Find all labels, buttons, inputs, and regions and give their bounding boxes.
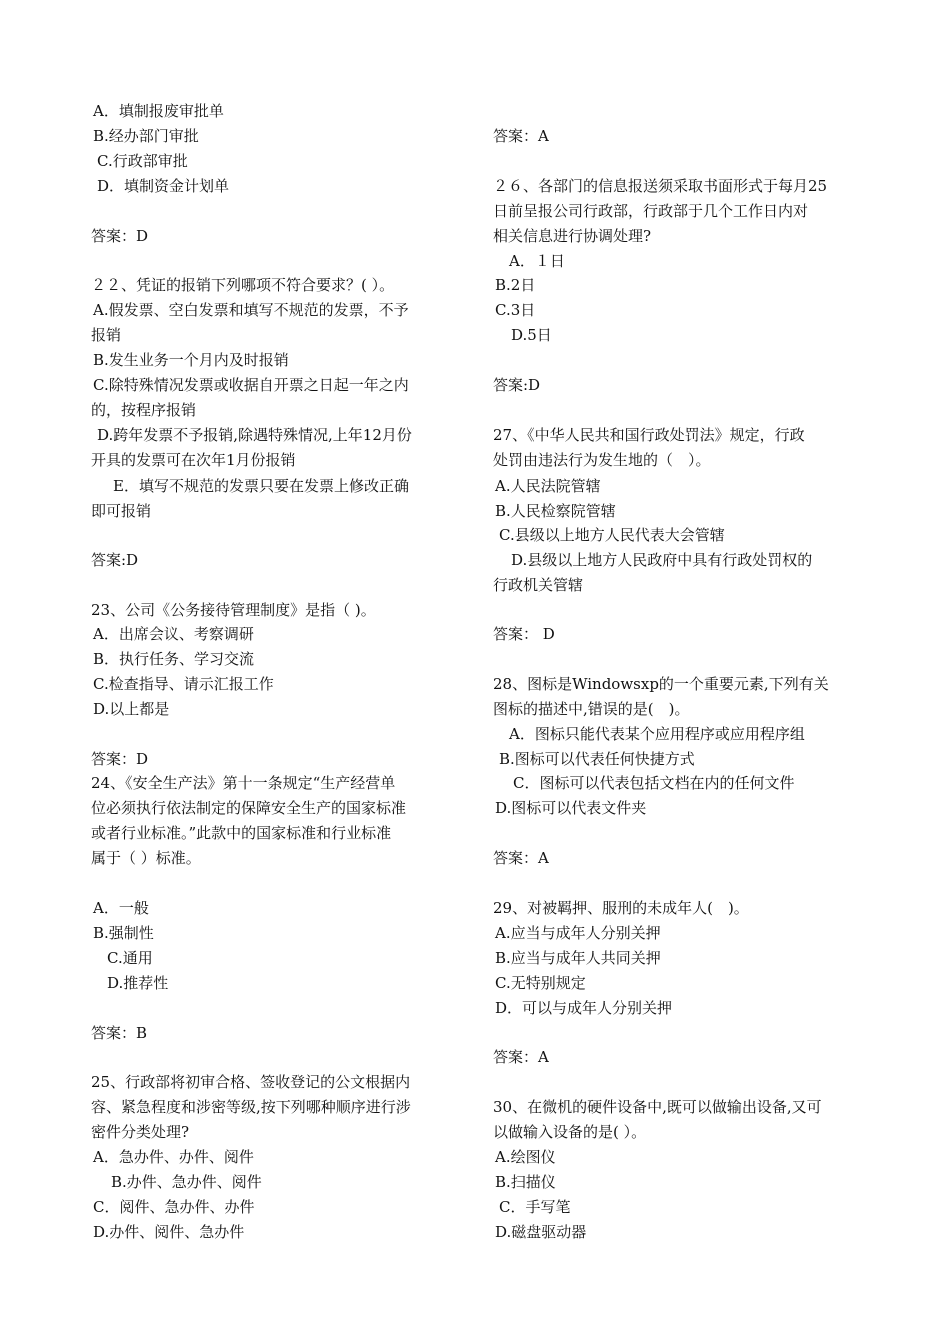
q29-option-c: C.无特别规定 [495, 974, 586, 992]
q28-option-c: C．图标可以代表包括文档在内的任何文件 [513, 774, 795, 792]
q25-option-d: D.办件、阅件、急办件 [93, 1223, 245, 1241]
q23-option-b: B．执行任务、学习交流 [93, 650, 255, 668]
q27-option-d: D.县级以上地方人民政府中具有行政处罚权的 [511, 551, 813, 569]
q27-option-b: B.人民检察院管辖 [495, 502, 616, 520]
q23-answer: 答案：D [91, 750, 149, 768]
q21-option-a: A．填制报废审批单 [93, 102, 224, 120]
q23-option-d: D.以上都是 [93, 700, 170, 718]
q21-option-b: B.经办部门审批 [93, 127, 199, 145]
q27-question: 27、《中华人民共和国行政处罚法》规定，行政 [493, 426, 805, 444]
q22-option-d: D.跨年发票不予报销,除遇特殊情况,上年12月份 [97, 426, 412, 444]
q26-question-cont-2: 相关信息进行协调处理? [493, 227, 652, 245]
q26-question: ２６、各部门的信息报送须采取书面形式于每月25 [493, 177, 828, 195]
q30-option-a: A.绘图仪 [495, 1148, 556, 1166]
q26-option-b: B.2日 [495, 276, 536, 294]
q29-option-b: B.应当与成年人共同关押 [495, 949, 661, 967]
q24-question: 24、《安全生产法》第十一条规定“生产经营单 [91, 774, 396, 792]
q24-option-a: A．一般 [93, 899, 149, 917]
q28-answer: 答案：A [493, 849, 549, 867]
q25-question-cont-1: 容、紧急程度和涉密等级,按下列哪种顺序进行涉 [91, 1098, 411, 1116]
q23-question: 23、公司《公务接待管理制度》是指（ )。 [91, 601, 376, 619]
q21-option-d: D．填制资金计划单 [97, 177, 230, 195]
q28-option-b: B.图标可以代表任何快捷方式 [499, 750, 695, 768]
q26-answer: 答案:D [493, 376, 541, 394]
q30-option-d: D.磁盘驱动器 [495, 1223, 587, 1241]
q24-question-cont-2: 或者行业标准。”此款中的国家标准和行业标准 [91, 824, 392, 842]
q25-option-c: C．阅件、急办件、办件 [93, 1198, 255, 1216]
q26-question-cont-1: 日前呈报公司行政部，行政部于几个工作日内对 [493, 202, 809, 220]
q21-option-c: C.行政部审批 [97, 152, 188, 170]
q22-question: ２２、凭证的报销下列哪项不符合要求？( ）。 [91, 276, 395, 294]
q25-question: 25、行政部将初审合格、签收登记的公文根据内 [91, 1073, 411, 1091]
q24-question-cont-1: 位必须执行依法制定的保障安全生产的国家标准 [91, 799, 407, 817]
q29-option-d: D．可以与成年人分别关押 [495, 999, 673, 1017]
q24-option-c: C.通用 [107, 949, 153, 967]
q22-option-a: A.假发票、空白发票和填写不规范的发票，不予 [93, 301, 409, 319]
q24-question-cont-3: 属于（ ）标准。 [91, 849, 201, 867]
q25-option-b: B.办件、急办件、阅件 [111, 1173, 262, 1191]
q28-option-d: D.图标可以代表文件夹 [495, 799, 647, 817]
q28-option-a: A．图标只能代表某个应用程序或应用程序组 [509, 725, 805, 743]
q27-question-cont: 处罚由违法行为发生地的（ ）。 [493, 451, 711, 469]
q22-option-e: E．填写不规范的发票只要在发票上修改正确 [113, 477, 409, 495]
q21-answer: 答案：D [91, 227, 149, 245]
q26-option-d: D.5日 [511, 326, 552, 344]
q27-answer: 答案： D [493, 625, 555, 643]
q22-option-c-cont: 的，按程序报销 [91, 401, 197, 419]
q30-option-c: C．手写笔 [499, 1198, 571, 1216]
q28-question: 28、图标是Windowsxp的一个重要元素,下列有关 [493, 675, 829, 693]
q29-question: 29、对被羁押、服刑的未成年人( )。 [493, 899, 749, 917]
q30-option-b: B.扫描仪 [495, 1173, 556, 1191]
q22-option-b: B.发生业务一个月内及时报销 [93, 351, 289, 369]
q28-question-cont: 图标的描述中,错误的是( )。 [493, 700, 690, 718]
q27-option-d-cont: 行政机关管辖 [493, 576, 584, 594]
q25-answer: 答案：A [493, 127, 549, 145]
q22-answer: 答案:D [91, 551, 139, 569]
q30-question-cont: 以做输入设备的是( ）。 [493, 1123, 647, 1141]
q22-option-a-cont: 报销 [91, 326, 122, 344]
q24-option-b: B.强制性 [93, 924, 154, 942]
q25-option-a: A．急办件、办件、阅件 [93, 1148, 254, 1166]
q29-option-a: A.应当与成年人分别关押 [495, 924, 661, 942]
q26-option-c: C.3日 [495, 301, 536, 319]
q25-question-cont-2: 密件分类处理? [91, 1123, 190, 1141]
q29-answer: 答案：A [493, 1048, 549, 1066]
q24-answer: 答案：B [91, 1024, 148, 1042]
q23-option-c: C.检查指导、请示汇报工作 [93, 675, 274, 693]
q30-question: 30、在微机的硬件设备中,既可以做输出设备,又可 [493, 1098, 822, 1116]
q22-option-c: C.除特殊情况发票或收据自开票之日起一年之内 [93, 376, 409, 394]
q24-option-d: D.推荐性 [107, 974, 169, 992]
q23-option-a: A．出席会议、考察调研 [93, 625, 254, 643]
q22-option-d-cont: 开具的发票可在次年1月份报销 [91, 451, 296, 469]
q22-option-e-cont: 即可报销 [91, 502, 152, 520]
q27-option-a: A.人民法院管辖 [495, 477, 601, 495]
q26-option-a: A．１日 [509, 252, 565, 270]
q27-option-c: C.县级以上地方人民代表大会管辖 [499, 526, 725, 544]
